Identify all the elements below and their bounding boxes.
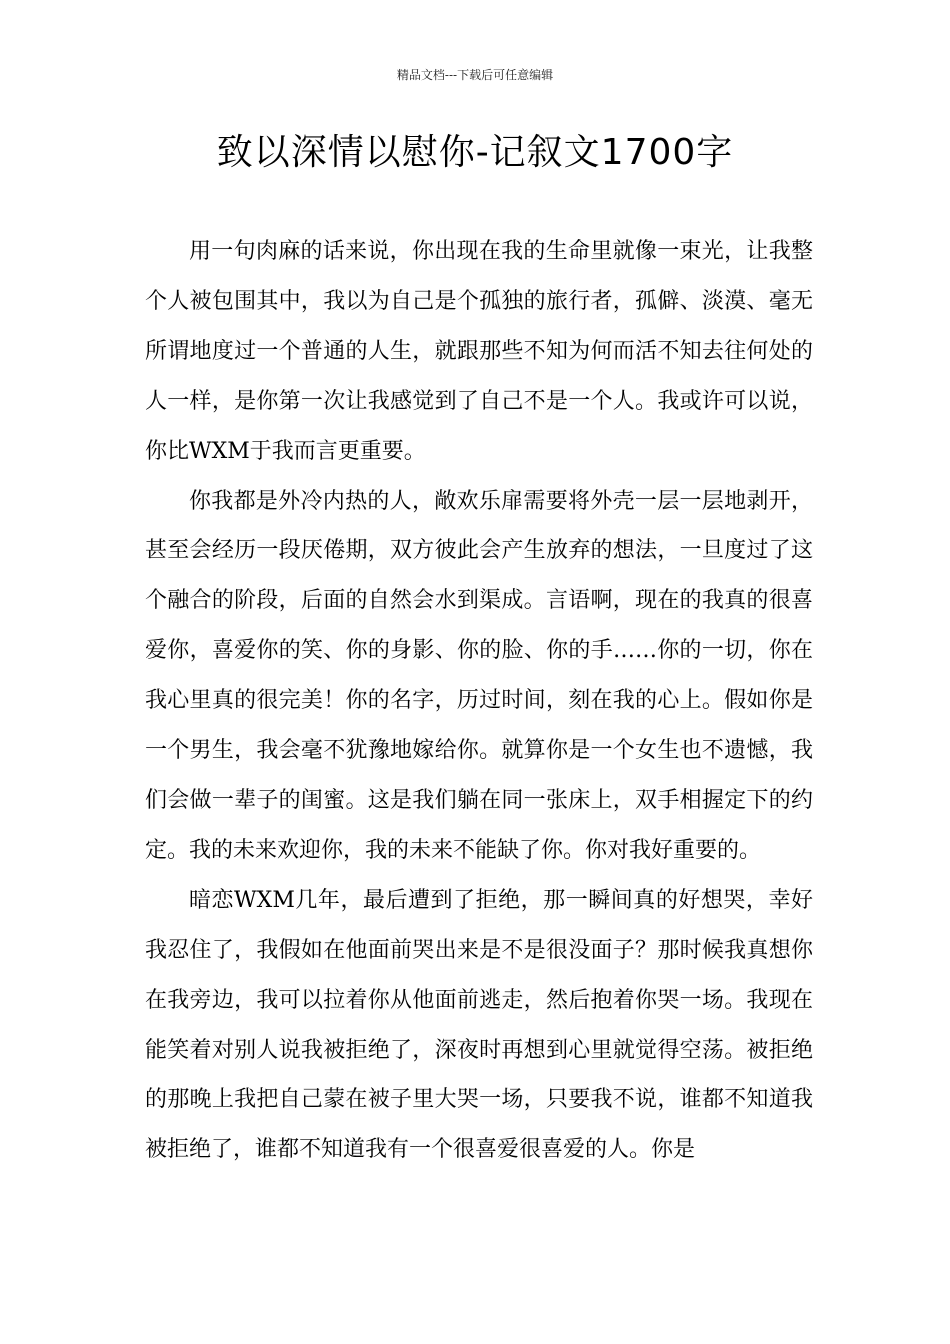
- document-body: [145, 227, 813, 1175]
- paragraph: 暗恋WXM几年，最后遭到了拒绝，那一瞬间真的好想哭，幸好我忍住了，我假如在他面前哭出来是不是很没面子？那时候我真想你在我旁边，我可以拉着你从他面前逃走，然后抱着你哭一场。我现在能笑着对别人说我被拒绝了，深夜时再想到心里就觉得空荡。被拒绝的那晚上我把自己蒙在被子里大哭一场，只要我不说，谁都不知道我被拒绝了，谁都不知道我有一个很喜爱很喜爱的人。你是: [145, 887, 813, 1163]
- paragraph: 用一句肉麻的话来说，你出现在我的生命里就像一束光，让我整个人被包围其中，我以为自己是个孤独的旅行者，孤僻、淡漠、毫无所谓地度过一个普通的人生，就跟那些不知为何而活不知去往何处的人一样，是你第一次让我感觉到了自己不是一个人。我或许可以说，你比WXM于我而言更重要。: [145, 239, 813, 464]
- header-note: 精品文档---下载后可任意编辑: [396, 68, 554, 82]
- document-title: 致以深情以慰你-记叙文1700字: [216, 132, 734, 173]
- paragraph: 你我都是外冷内热的人，敞欢乐扉需要将外壳一层一层地剥开，甚至会经历一段厌倦期，双方彼此会产生放弃的想法，一旦度过了这个融合的阶段，后面的自然会水到渠成。言语啊，现在的我真的很喜爱你，喜爱你的笑、你的身影、你的脸、你的手……你的一切，你在我心里真的很完美！你的名字，历过时间，刻在我的心上。假如你是一个男生，我会毫不犹豫地嫁给你。就算你是一个女生也不遗憾，我们会做一辈子的闺蜜。这是我们躺在同一张床上，双手相握定下的约定。我的未来欢迎你，我的未来不能缺了你。你对我好重要的。: [145, 488, 813, 863]
